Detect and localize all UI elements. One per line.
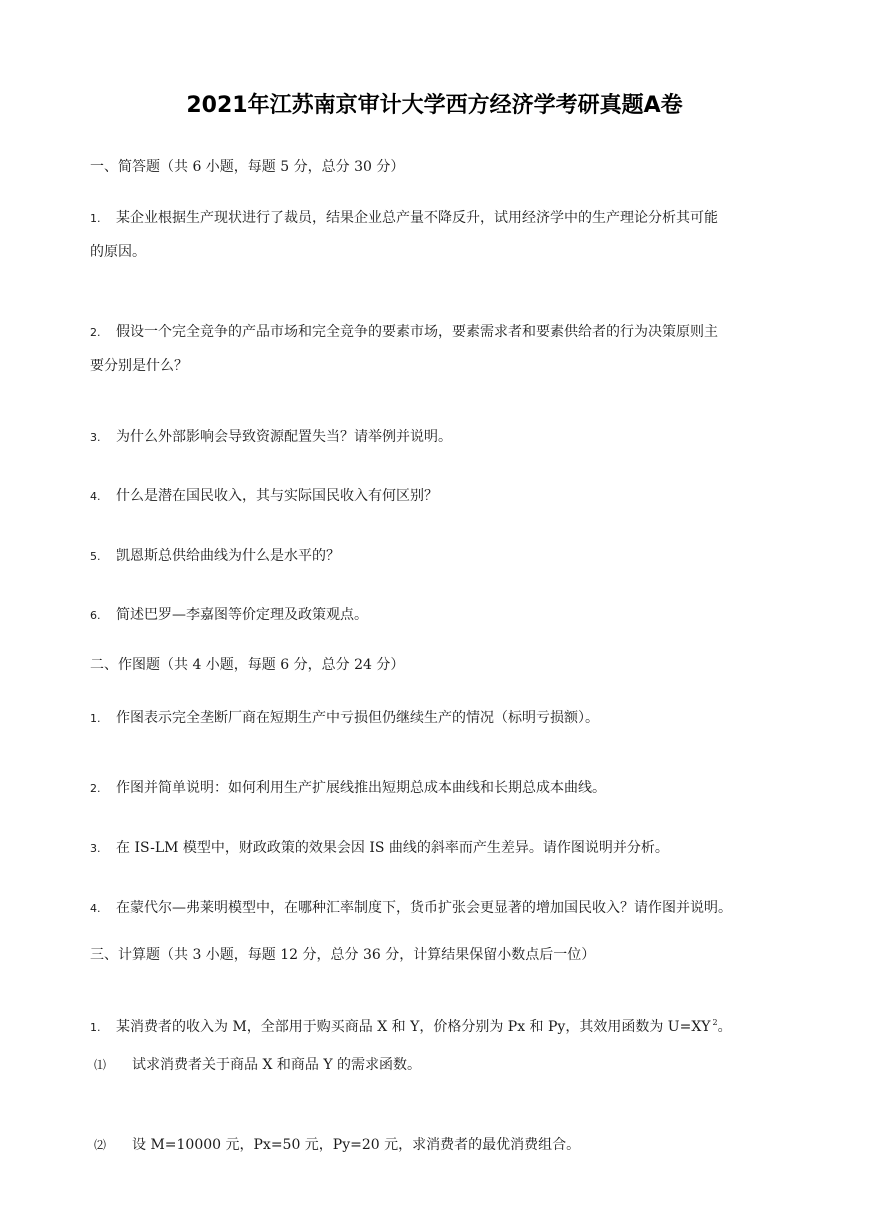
- section-heading-1: 一、简答题（共 6 小题，每题 5 分，总分 30 分）: [90, 159, 405, 175]
- question-2-4: [90, 898, 780, 919]
- question-1-1: [90, 208, 780, 229]
- question-1-5: [90, 546, 780, 567]
- question-1-3: [90, 427, 780, 448]
- question-number: 1.: [90, 212, 101, 225]
- question-text: 作图并简单说明：如何利用生产扩展线推出短期总成本曲线和长期总成本曲线。: [116, 780, 606, 796]
- question-text: 作图表示完全垄断厂商在短期生产中亏损但仍继续生产的情况（标明亏损额）。: [116, 710, 599, 726]
- question-number: 4.: [90, 902, 101, 915]
- question-number: 2.: [90, 326, 101, 339]
- question-number: 3.: [90, 842, 101, 855]
- question-number: 1.: [90, 712, 101, 725]
- question-number: 4.: [90, 490, 101, 503]
- question-2-3: [90, 838, 780, 859]
- page-title: 2021年江苏南京审计大学西方经济学考研真题A卷: [186, 93, 683, 118]
- superscript: 2: [712, 1018, 718, 1027]
- sub-question-text: 设 M=10000 元，Px=50 元，Py=20 元，求消费者的最优消费组合。: [132, 1137, 581, 1153]
- question-number: 1.: [90, 1021, 101, 1034]
- sub-question-text: 试求消费者关于商品 X 和商品 Y 的需求函数。: [132, 1057, 422, 1073]
- question-2-2: [90, 778, 780, 799]
- question-1-2-cont: 要分别是什么？: [90, 358, 188, 374]
- section-heading-3: 三、计算题（共 3 小题，每题 12 分，总分 36 分，计算结果保留小数点后一位）: [90, 947, 596, 963]
- sub-question-1: [90, 1055, 780, 1075]
- sub-question-number: ⑴: [94, 1058, 107, 1072]
- question-text: 在 IS-LM 模型中，财政政策的效果会因 IS 曲线的斜率而产生差异。请作图说明并分析。: [116, 840, 669, 856]
- sub-question-number: ⑵: [94, 1138, 107, 1152]
- sub-question-2: [90, 1135, 780, 1155]
- question-3-1: [90, 1013, 780, 1038]
- question-text: 什么是潜在国民收入，其与实际国民收入有何区别？: [116, 488, 438, 504]
- question-text: 假设一个完全竞争的产品市场和完全竞争的要素市场，要素需求者和要素供给者的行为决策原则主: [116, 324, 718, 340]
- question-2-1: [90, 708, 780, 729]
- question-text: 为什么外部影响会导致资源配置失当？请举例并说明。: [116, 429, 452, 445]
- question-number: 3.: [90, 431, 101, 444]
- question-text: 某消费者的收入为 M，全部用于购买商品 X 和 Y，价格分别为 Px 和 Py，其效用函数为 U=XY: [116, 1019, 711, 1035]
- question-number: 6.: [90, 609, 101, 622]
- question-number: 5.: [90, 550, 101, 563]
- question-number: 2.: [90, 782, 101, 795]
- question-1-1-cont: 的原因。: [90, 244, 146, 260]
- question-1-6: [90, 605, 780, 626]
- question-text: 凯恩斯总供给曲线为什么是水平的？: [116, 548, 340, 564]
- section-heading-2: 二、作图题（共 4 小题，每题 6 分，总分 24 分）: [90, 657, 405, 673]
- question-text: 简述巴罗—李嘉图等价定理及政策观点。: [116, 607, 368, 623]
- question-text-end: 。: [717, 1019, 732, 1035]
- question-text: 某企业根据生产现状进行了裁员，结果企业总产量不降反升，试用经济学中的生产理论分析其可能: [116, 210, 718, 226]
- question-text: 在蒙代尔—弗莱明模型中，在哪种汇率制度下，货币扩张会更显著的增加国民收入？请作图并说明。: [116, 900, 732, 916]
- question-1-4: [90, 486, 780, 507]
- question-1-2: [90, 322, 780, 343]
